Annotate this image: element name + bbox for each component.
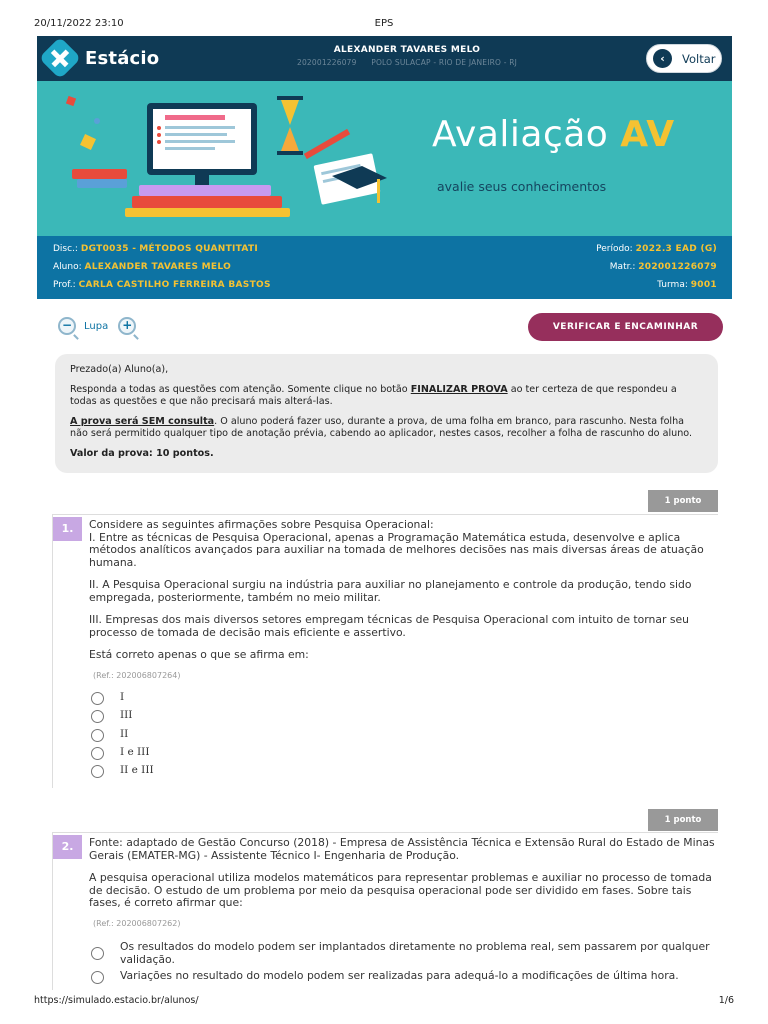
question-2: [52, 832, 718, 990]
estacio-cross-icon: [39, 37, 81, 79]
question-2-option-b[interactable]: Variações no resultado do modelo podem ser realizadas para adequá-lo a modificações de última hora.: [91, 970, 711, 984]
question-1-statement-1: I. Entre as técnicas de Pesquisa Operacional, apenas a Programação Matemática estuda, desenvolve e aplica métodos analíticos avançados para auxiliar na tomada de melhores decisões nas mais diversas áreas de atuação humana.: [89, 530, 704, 569]
back-button-label: Voltar: [682, 51, 716, 66]
question-2-options: [91, 941, 711, 988]
question-1-option-e[interactable]: II e III: [91, 764, 711, 782]
radio-button[interactable]: [91, 710, 104, 723]
toolbar: [58, 313, 723, 343]
finalizar-prova-text: FINALIZAR PROVA: [410, 384, 508, 395]
question-1-points: 1 ponto: [648, 490, 718, 512]
disc-code: DGT0035 -: [80, 244, 137, 254]
notice-greeting: Prezado(a) Aluno(a),: [70, 364, 169, 375]
banner-subtitle: avalie seus conhecimentos: [437, 179, 607, 194]
info-row-aluno: [53, 262, 717, 276]
instructions-box: [55, 354, 718, 473]
banner-title: [432, 114, 675, 155]
turma-value: 9001: [690, 280, 717, 290]
question-1-option-c[interactable]: II: [91, 728, 711, 746]
question-1-options: [91, 691, 711, 782]
question-1-option-a[interactable]: I: [91, 691, 711, 709]
radio-button[interactable]: [91, 692, 104, 705]
matr-label: Matr.:: [609, 262, 636, 272]
banner-illustration: [37, 81, 397, 236]
print-doc-title: EPS: [374, 18, 394, 29]
radio-button[interactable]: [91, 947, 104, 960]
student-header: [207, 45, 607, 67]
student-name: ALEXANDER TAVARES MELO: [333, 45, 481, 55]
radio-button[interactable]: [91, 729, 104, 742]
print-datetime: 20/11/2022 23:10: [34, 18, 124, 29]
student-id: 202001226079: [296, 58, 357, 67]
question-2-statement: A pesquisa operacional utiliza modelos matemáticos para representar problemas e auxiliar no processo de tomada de decisão. O estudo de um problema por meio da pesquisa operacional pode ser dividido em fases. Sobre tais fases, é correto afirmar que:: [89, 871, 712, 909]
print-page-number: 1/6: [718, 995, 734, 1006]
info-row-prof: [53, 280, 717, 294]
question-1: [52, 514, 718, 788]
radio-button[interactable]: [91, 747, 104, 760]
chevron-left-icon: ‹: [653, 49, 672, 68]
notice-valor: Valor da prova: 10 pontos.: [70, 448, 214, 459]
print-header: [34, 18, 734, 32]
question-1-text: [89, 519, 717, 682]
lupa-label: Lupa: [84, 320, 109, 332]
question-2-text: [89, 837, 717, 930]
prof-value: CARLA CASTILHO FERREIRA BASTOS: [78, 280, 271, 290]
prof-label: Prof.:: [53, 280, 76, 290]
question-1-prompt: Está correto apenas o que se afirma em:: [89, 648, 309, 661]
matr-value: 202001226079: [638, 262, 717, 272]
exam-info-bar: [37, 236, 732, 299]
aluno-label: Aluno:: [53, 262, 82, 272]
aluno-value: ALEXANDER TAVARES MELO: [84, 262, 232, 272]
radio-button[interactable]: [91, 971, 104, 984]
question-1-ref: (Ref.: 202006807264): [93, 670, 181, 680]
question-1-option-d[interactable]: I e III: [91, 746, 711, 764]
question-2-option-a[interactable]: Os resultados do modelo podem ser implantados diretamente no problema real, sem passarem por qualquer validação.: [91, 941, 711, 966]
print-url: https://simulado.estacio.br/alunos/: [34, 995, 199, 1006]
turma-label: Turma:: [657, 280, 688, 290]
verify-submit-button[interactable]: VERIFICAR E ENCAMINHAR: [528, 313, 723, 341]
banner-title-main: Avaliação: [432, 114, 609, 155]
logo-text: Estácio: [85, 47, 160, 69]
radio-button[interactable]: [91, 765, 104, 778]
info-row-disc: [53, 244, 717, 258]
back-button[interactable]: [646, 44, 722, 73]
zoom-controls: [58, 317, 136, 335]
student-meta: [207, 58, 607, 67]
disc-label: Disc.:: [53, 244, 78, 254]
student-campus: POLO SULACAP - RIO DE JANEIRO - RJ: [371, 58, 518, 67]
question-1-intro: Considere as seguintes afirmações sobre Pesquisa Operacional:: [89, 518, 434, 531]
question-2-ref: (Ref.: 202006807262): [93, 918, 181, 928]
zoom-out-icon[interactable]: −: [58, 317, 76, 335]
question-2-number: 2.: [53, 835, 82, 859]
disc-name: MÉTODOS QUANTITATI: [139, 244, 259, 254]
notice-paragraph-2: A prova será SEM consulta. O aluno poderá fazer uso, durante a prova, de uma folha em branco, para rascunho. Nesta folha não será permitido qualquer tipo de anotação prévia, cabendo ao aplicador, nestes casos, recolher a folha de rascunho do aluno.: [70, 416, 693, 439]
zoom-in-icon[interactable]: +: [118, 317, 136, 335]
estacio-logo[interactable]: [45, 42, 159, 74]
question-1-statement-3: III. Empresas dos mais diversos setores empregam técnicas de Pesquisa Operacional com intuito de tornar seu processo de tomada de decisão mais eficiente e assertivo.: [89, 613, 689, 639]
question-1-option-b[interactable]: III: [91, 709, 711, 727]
question-2-points: 1 ponto: [648, 809, 718, 831]
periodo-value: 2022.3 EAD (G): [635, 244, 717, 254]
notice-paragraph-1: Responda a todas as questões com atenção. Somente clique no botão FINALIZAR PROVA ao ter certeza de que respondeu a todas as questões e que não precisará mais alterá-las.: [70, 384, 677, 407]
evaluation-banner: [37, 81, 732, 236]
question-1-statement-2: II. A Pesquisa Operacional surgiu na indústria para auxiliar no planejamento e controle da produção, tendo sido empregada, posteriormente, também no meio militar.: [89, 578, 692, 604]
question-1-number: 1.: [53, 517, 82, 541]
sem-consulta-text: A prova será SEM consulta: [70, 416, 215, 427]
question-2-intro: Fonte: adaptado de Gestão Concurso (2018) - Empresa de Assistência Técnica e Extensão Rural do Estado de Minas Gerais (EMATER-MG) - Assistente Técnico I- Engenharia de Produção.: [89, 836, 715, 862]
periodo-label: Período:: [596, 244, 633, 254]
top-bar: [37, 36, 732, 81]
banner-title-accent: AV: [620, 114, 675, 155]
